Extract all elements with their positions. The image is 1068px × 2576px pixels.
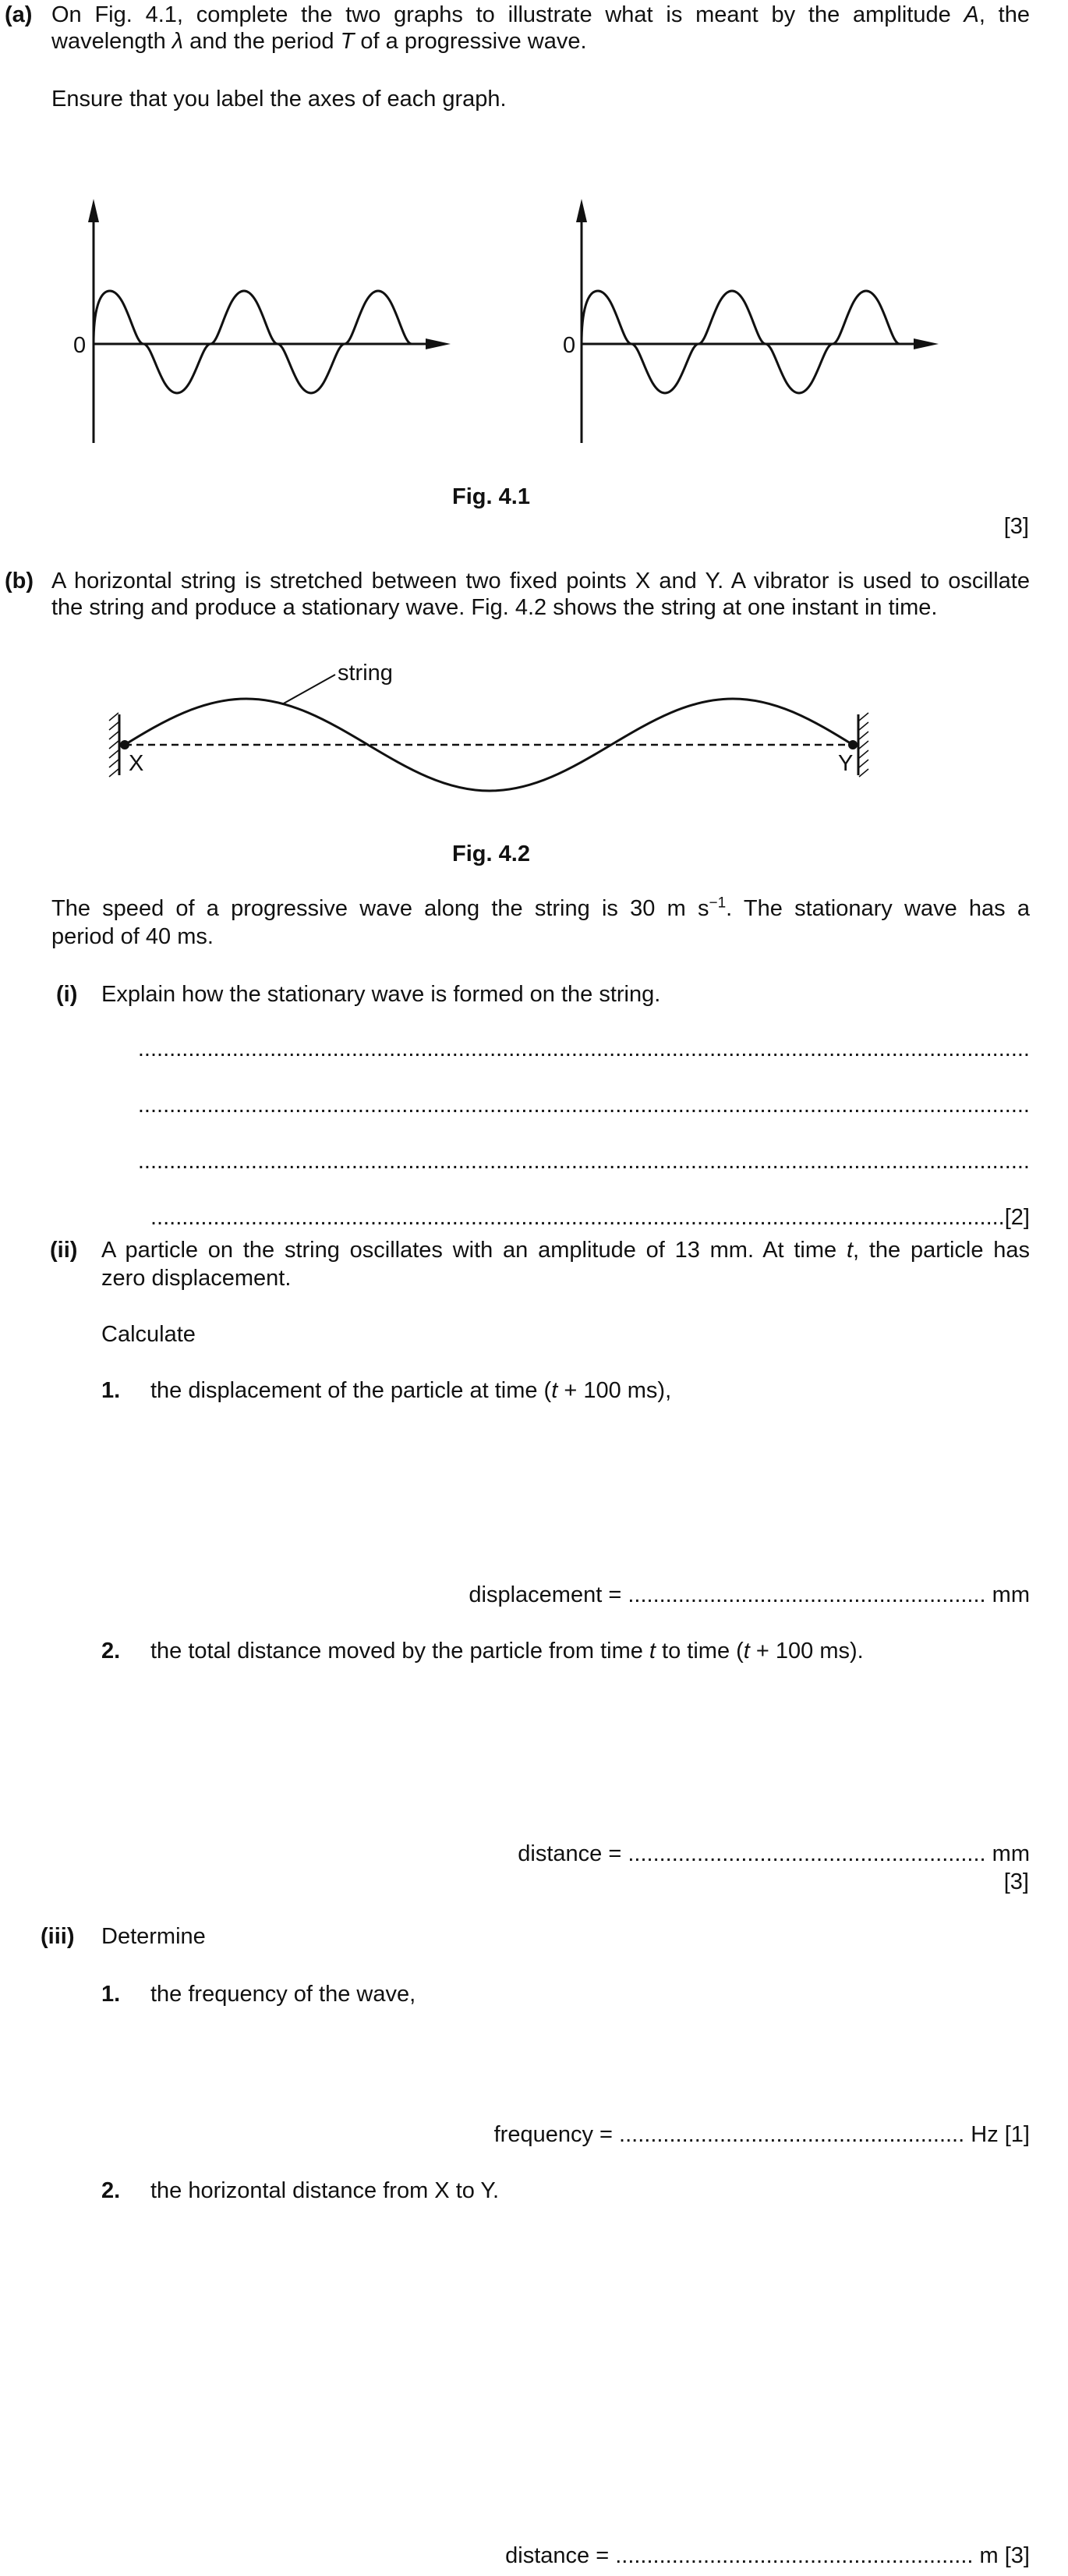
part-b-ii-q2: the total distance moved by the particle from time t to time (t + 100 ms).	[150, 1639, 864, 1664]
fig-4-1-caption: Fig. 4.1	[452, 484, 530, 509]
part-b-iii-q2-number: 2.	[101, 2178, 121, 2203]
left-wall-hatching	[109, 713, 118, 777]
answer-line-2[interactable]: ..............................................................................................................................................	[137, 1093, 1030, 1118]
part-b-iii-q2: the horizontal distance from X to Y.	[150, 2178, 500, 2203]
answer-line-1[interactable]: ..............................................................................................................................................	[137, 1036, 1030, 1061]
part-b-ii-q1-number: 1.	[101, 1378, 121, 1403]
answer-line-3[interactable]: ..............................................................................................................................................	[137, 1149, 1030, 1174]
string-label-leader	[282, 675, 335, 704]
distance-answer-line-2[interactable]: distance = ......................................................... m [3]	[505, 2543, 1030, 2568]
fig-4-2-caption: Fig. 4.2	[452, 842, 530, 866]
part-b-ii-marks: [3]	[1003, 1869, 1029, 1894]
part-b-ii-label: (ii)	[50, 1238, 78, 1263]
part-a-marks: [3]	[1003, 514, 1029, 539]
part-b-iii-determine: Determine	[101, 1924, 206, 1949]
part-a-question-line2: wavelength λ and the period T of a progressive wave.	[51, 29, 587, 54]
part-b-label: (b)	[5, 569, 34, 594]
part-b-info-line2: period of 40 ms.	[51, 924, 214, 949]
part-b-i-marks: [2]	[1004, 1205, 1030, 1230]
frequency-answer-line[interactable]: frequency = ....................................................... Hz [1]	[493, 2122, 1030, 2147]
part-b-iii-q1-number: 1.	[101, 1982, 121, 2007]
part-a-label: (a)	[5, 2, 33, 27]
part-b-ii-question-line1: A particle on the string oscillates with an amplitude of 13 mm. At time t, the particle has	[101, 1238, 1030, 1263]
part-b-iii-label: (iii)	[41, 1924, 75, 1949]
part-a-instruction: Ensure that you label the axes of each graph.	[51, 87, 507, 112]
string-diagram	[0, 0, 1068, 858]
displacement-answer-line[interactable]: displacement = ......................................................... mm	[469, 1582, 1030, 1607]
part-b-ii-q1: the displacement of the particle at time (t + 100 ms),	[150, 1378, 672, 1403]
right-wall-hatching	[859, 713, 868, 777]
part-a-question: On Fig. 4.1, complete the two graphs to illustrate what is meant by the amplitude A, the	[51, 2, 1030, 27]
part-b-i-label: (i)	[56, 982, 78, 1007]
frequency-answer-dots[interactable]: .......................................................	[619, 2122, 965, 2147]
answer-line-4[interactable]: ........................................................................................................................................[2]	[150, 1205, 1030, 1230]
part-b-iii-q1: the frequency of the wave,	[150, 1982, 416, 2007]
part-b-ii-calculate: Calculate	[101, 1322, 196, 1347]
point-x-label: X	[129, 751, 144, 776]
part-b-question-line2: the string and produce a stationary wave. Fig. 4.2 shows the string at one instant in time.	[51, 595, 938, 620]
distance-answer-dots-1[interactable]: .........................................................	[628, 1841, 986, 1866]
displacement-answer-dots[interactable]: .........................................................	[628, 1582, 986, 1607]
part-b-ii-q2-number: 2.	[101, 1639, 121, 1664]
part-b-ii-question-line2: zero displacement.	[101, 1266, 292, 1291]
point-y-label: Y	[838, 751, 854, 776]
part-b-info-line1: The speed of a progressive wave along the string is 30 m $s^{-1}$. The stationary wave has a	[51, 895, 1031, 921]
part-b-i-question: Explain how the stationary wave is formed on the string.	[101, 982, 661, 1007]
distance-answer-dots-2[interactable]: .........................................................	[615, 2543, 974, 2568]
graph-1-origin-label: 0	[73, 333, 87, 358]
graph-2-origin-label: 0	[563, 333, 576, 358]
distance-answer-line-1[interactable]: distance = ......................................................... mm	[518, 1841, 1030, 1866]
part-b-question-line1: A horizontal string is stretched between two fixed points X and Y. A vibrator is used to oscillate	[51, 569, 1030, 594]
string-label: string	[338, 661, 393, 686]
